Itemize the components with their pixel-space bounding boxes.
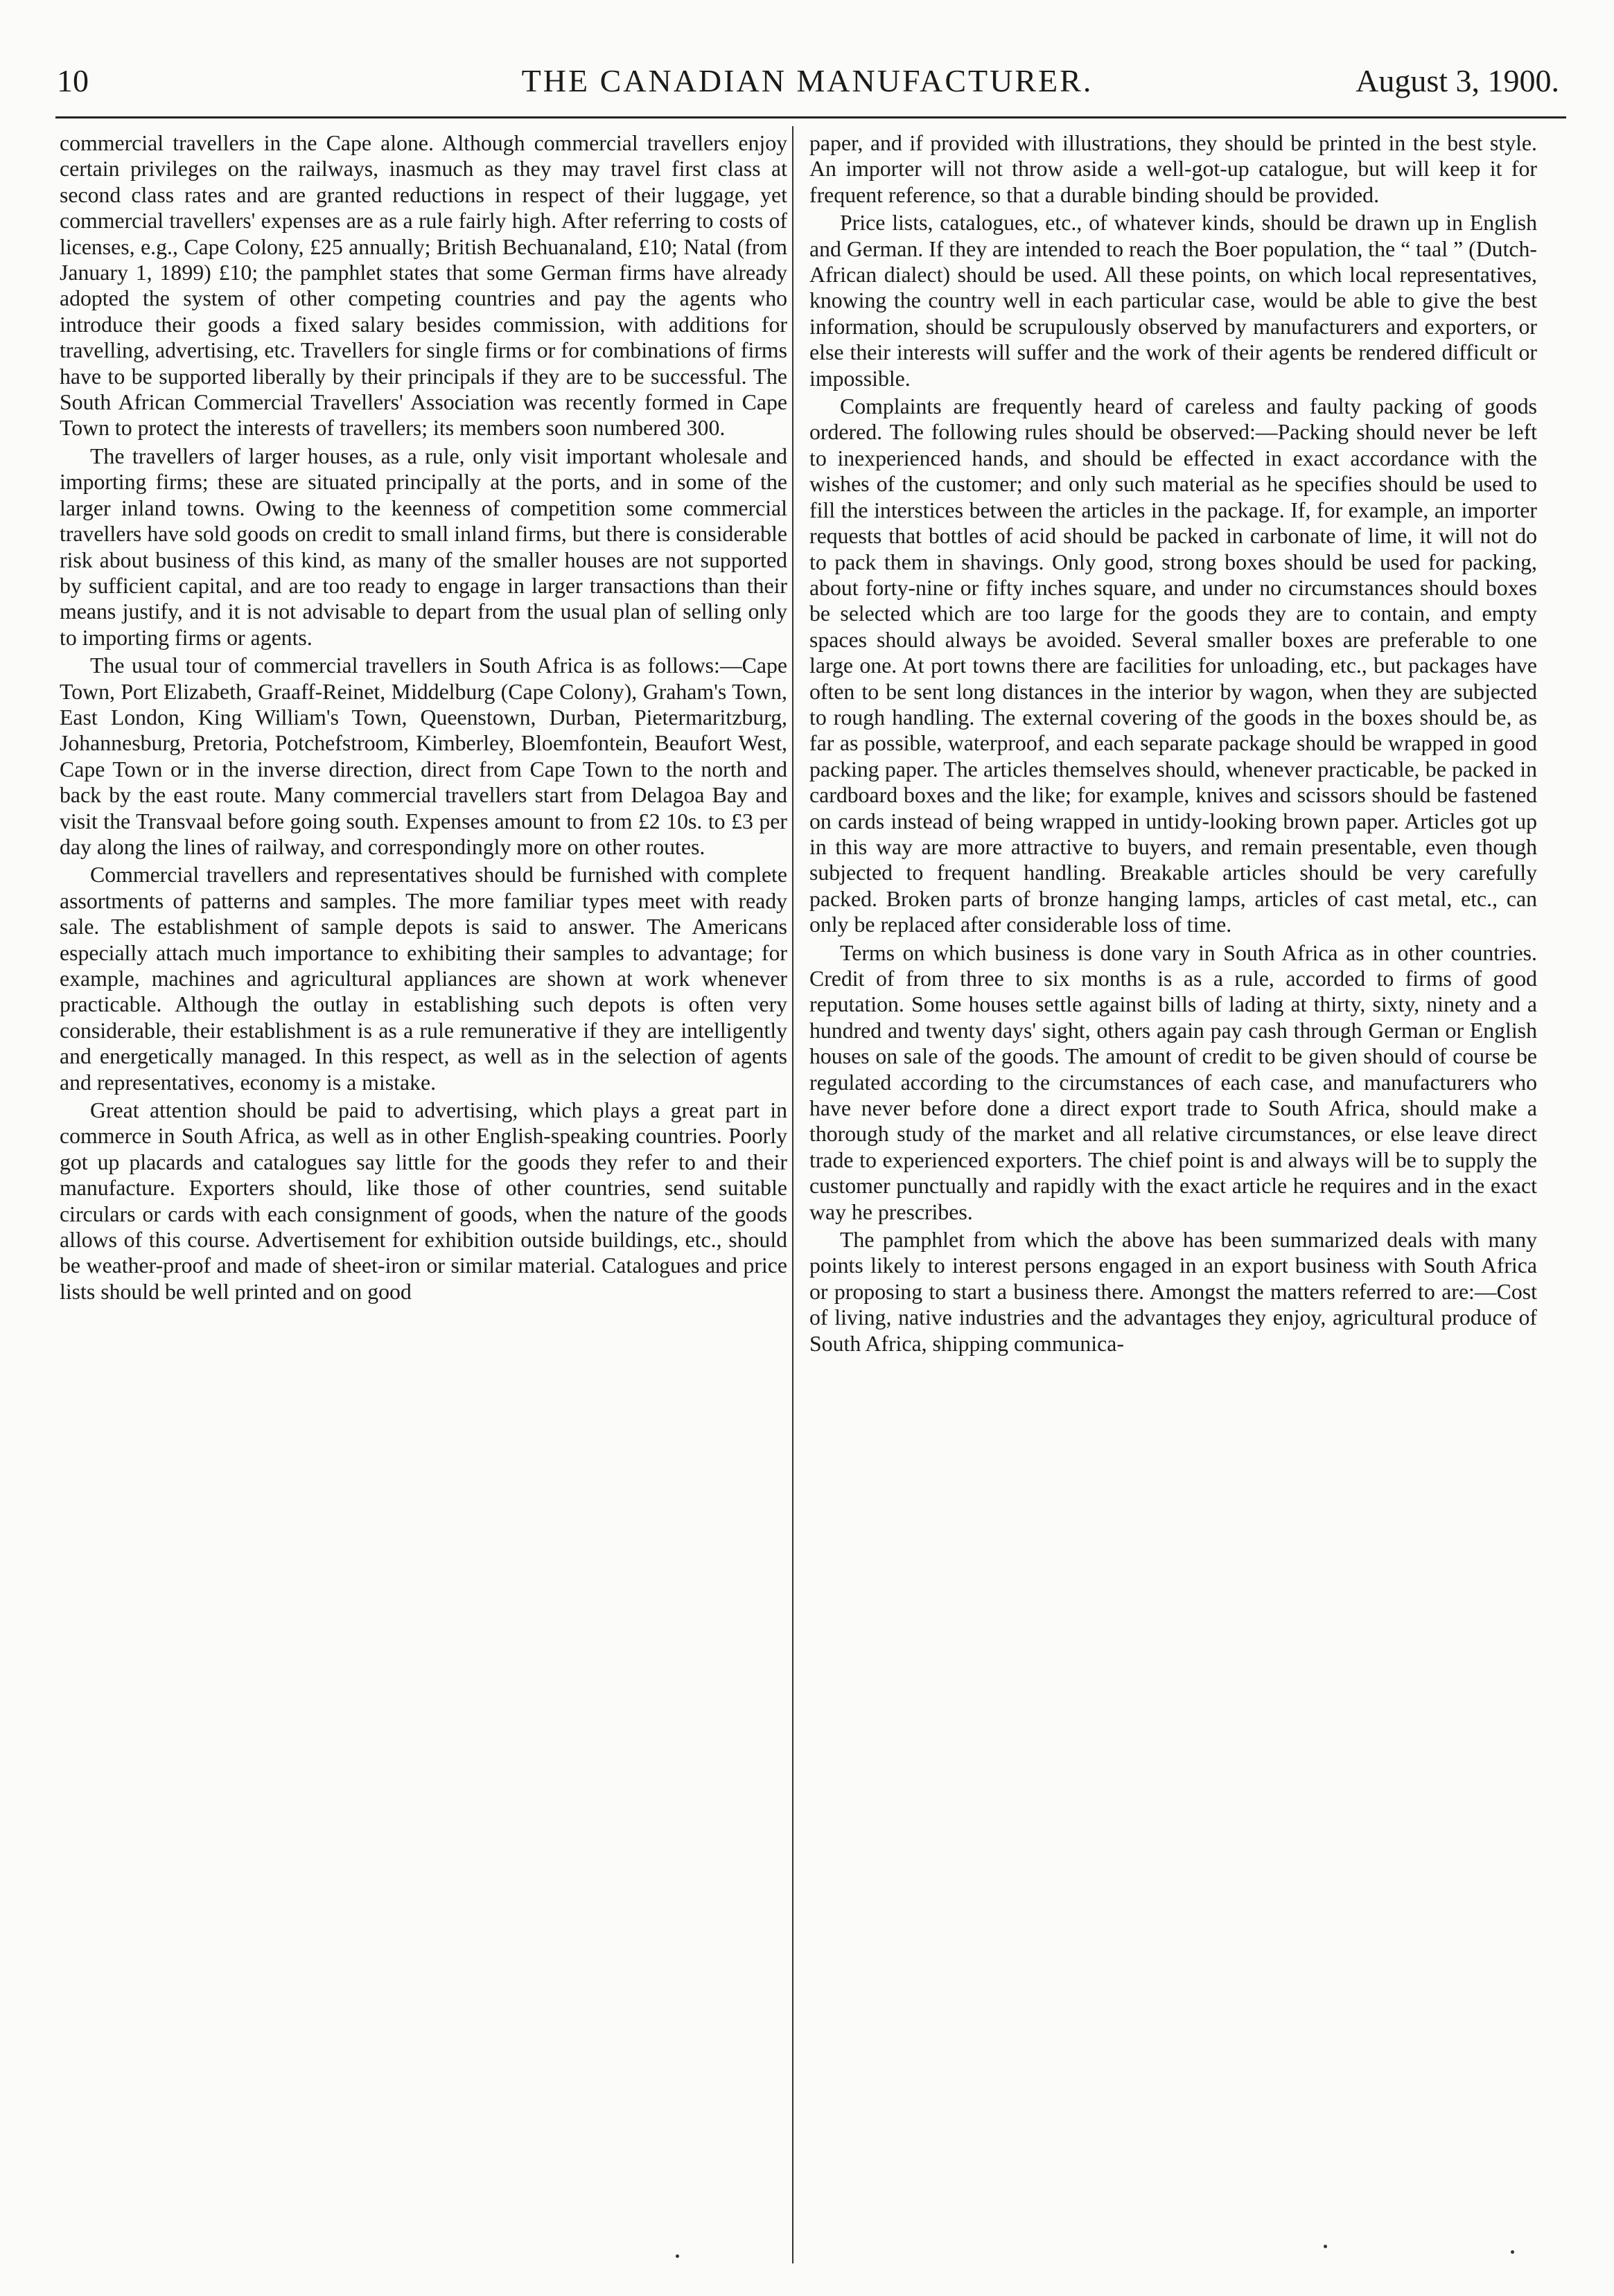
paragraph: The usual tour of commercial travellers in South Africa is as follows:—Cape Town, Port Elizabeth, Graaff-Reinet, Middelburg (Cape Colony), Graham's Town, East London, King William's Town, Queenstown, Durban, Pietermaritzburg, Johannesburg, Pretoria, Potchefstroom, Kimberley, Bloemfontein, Beaufort West, Cape Town or in the inverse direction, direct from Cape Town to the north and back by the east route. Many commercial travellers start from Delagoa Bay and visit the Transvaal before going south. Expenses amount to from £2 10s. to £3 per day along the lines of railway, and correspondingly more on other routes. — [60, 653, 787, 859]
page-header — [49, 54, 1566, 108]
paragraph: The travellers of larger houses, as a rule, only visit important wholesale and importing firms; these are situated principally at the ports, and in some of the larger inland towns. Owing to the keenness of competition some commercial travellers have sold goods on credit to small inland firms, but there is considerable risk about business of this kind, as many of the smaller houses are not supported by sufficient capital, and are too ready to engage in larger transactions than their means justify, and it is not advisable to depart from the usual plan of selling only to importing firms or agents. — [60, 443, 787, 650]
print-speck — [1511, 2250, 1514, 2254]
paragraph: Great attention should be paid to advertising, which plays a great part in commerce in South Africa, as well as in other English-speaking countries. Poorly got up placards and catalogues say little for the goods they refer to and their manufacture. Exporters should, like those of other countries, send suitable circulars or cards with each consignment of goods, when the nature of the goods allows of this course. Advertisement for exhibition outside buildings, etc., should be weather-proof and made of sheet-iron or similar material. Catalogues and price lists should be well printed and on good — [60, 1098, 787, 1304]
issue-date: August 3, 1900. — [1356, 63, 1559, 98]
right-column — [809, 130, 1537, 2264]
paragraph: paper, and if provided with illustrations, they should be printed in the best style. An importer will not throw aside a well-got-up catalogue, but will keep it for frequent reference, so that a durable binding should be provided. — [809, 131, 1537, 207]
paragraph: The pamphlet from which the above has been summarized deals with many points likely to interest persons engaged in an export business with South Africa or proposing to start a business there. Amongst the matters referred to are:—Cost of living, native industries and the advantages they enjoy, agricultural produce of South Africa, shipping communica- — [809, 1228, 1537, 1356]
page-number: 10 — [57, 63, 89, 98]
journal-title: THE CANADIAN MANUFACTURER. — [521, 63, 1094, 98]
paragraph: Commercial travellers and representatives should be furnished with complete assortments of patterns and samples. The more familiar types meet with ready sale. The establishment of sample depots is said to answer. The Americans especially attach much importance to exhibiting their samples to advantage; for example, machines and agricultural appliances are shown at work whenever practicable. Although the outlay in establishing such depots is often very considerable, their establishment is as a rule remunerative if they are intelligently and energetically managed. In this respect, as well as in the selection of agents and representatives, economy is a mistake. — [60, 863, 787, 1095]
left-column — [60, 130, 787, 2264]
print-speck — [676, 2254, 679, 2258]
paragraph: Price lists, catalogues, etc., of whatever kinds, should be drawn up in English and German. If they are intended to reach the Boer population, the “ taal ” (Dutch-African dialect) should be used. All these points, on which local representatives, knowing the country well in each particular case, would be able to give the best information, should be scrupulously observed by manufacturers and exporters, or else their interests will suffer and the work of their agents be rendered difficult or impossible. — [809, 211, 1537, 391]
header-rule — [55, 116, 1566, 118]
print-speck — [1324, 2245, 1327, 2248]
paragraph: commercial travellers in the Cape alone. Although commercial travellers enjoy certain privileges on the railways, inasmuch as they may travel first class at second class rates and are granted reductions in respect of their luggage, yet commercial travellers' expenses are as a rule fairly high. After referring to costs of licenses, e.g., Cape Colony, £25 annually; British Bechuanaland, £10; Natal (from January 1, 1899) £10; the pamphlet states that some German firms have already adopted the system of other competing countries and pay the agents who introduce their goods a fixed salary besides commission, with additions for travelling, advertising, etc. Travellers for single firms or for combinations of firms have to be supported liberally by their principals if they are to be successful. The South African Commercial Travellers' Association was recently formed in Cape Town to protect the interests of travellers; its members soon numbered 300. — [60, 131, 787, 441]
paragraph: Complaints are frequently heard of careless and faulty packing of goods ordered. The following rules should be observed:—Packing should never be left to inexperienced hands, and should be effected in exact accordance with the wishes of the customer; and only such material as he specifies should be used to fill the interstices between the articles in the package. If, for example, an importer requests that bottles of acid should be packed in carbonate of lime, it will not do to pack them in shavings. Only good, strong boxes should be used for packing, about forty-nine or fifty inches square, and under no circumstances should boxes be selected which are too large for the goods they are to contain, and empty spaces should always be avoided. Several smaller boxes are preferable to one large one. At port towns there are facilities for unloading, etc., but packages have often to be sent long distances in the interior by wagon, when they are subjected to rough handling. The external covering of the goods in the boxes should be, as far as possible, waterproof, and each separate package should be wrapped in good packing paper. The articles themselves should, whenever practicable, be packed in cardboard boxes and the like; for example, knives and scissors should be fastened on cards instead of being wrapped in untidy-looking brown paper. Articles got up in this way are more attractive to buyers, and remain presentable, even though subjected to frequent handling. Breakable articles should be very carefully packed. Broken parts of bronze hanging lamps, articles of cast metal, etc., can only be replaced after considerable loss of time. — [809, 394, 1537, 937]
column-divider — [792, 126, 793, 2263]
paragraph: Terms on which business is done vary in South Africa as in other countries. Credit of from three to six months is as a rule, accorded to firms of good reputation. Some houses settle against bills of lading at thirty, sixty, ninety and a hundred and twenty days' sight, others again pay cash through German or English houses on sale of the goods. The amount of credit to be given should of course be regulated according to the circumstances of each case, and manufacturers who have never before done a direct export trade to South Africa, should make a thorough study of the market and all relative circumstances, or else leave direct trade to experienced exporters. The chief point is and always will be to supply the customer punctually and rapidly with the exact article he requires and in the exact way he prescribes. — [809, 940, 1537, 1224]
